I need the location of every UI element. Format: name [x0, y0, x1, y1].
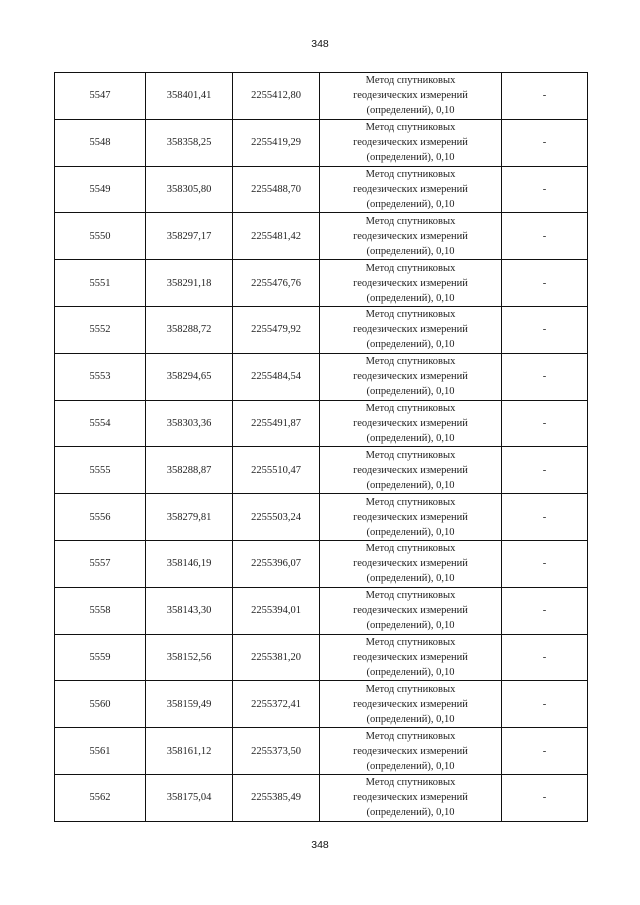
- note-cell: -: [502, 306, 588, 353]
- method-cell: [320, 681, 502, 728]
- table-row: [55, 681, 588, 728]
- note-cell: -: [502, 681, 588, 728]
- method-line: геодезических измерений: [353, 745, 468, 757]
- table-row: [55, 73, 588, 120]
- method-line: (определений), 0,10: [366, 105, 455, 117]
- point-number-cell: 5553: [55, 353, 146, 400]
- table-row: [55, 587, 588, 634]
- method-cell: [320, 260, 502, 307]
- x-coordinate-cell: 358288,87: [146, 447, 233, 494]
- method-line: Метод спутниковых: [365, 122, 456, 134]
- method-line: Метод спутниковых: [365, 402, 456, 414]
- x-coordinate-cell: 358175,04: [146, 774, 233, 821]
- point-number-cell: 5554: [55, 400, 146, 447]
- point-number-cell: 5550: [55, 213, 146, 260]
- method-line: геодезических измерений: [353, 511, 468, 523]
- x-coordinate-cell: 358288,72: [146, 306, 233, 353]
- coordinates-table: [54, 72, 588, 822]
- note-cell: -: [502, 728, 588, 775]
- y-coordinate-cell: 2255412,80: [233, 73, 320, 120]
- x-coordinate-cell: 358159,49: [146, 681, 233, 728]
- point-number-cell: 5557: [55, 540, 146, 587]
- method-cell: [320, 119, 502, 166]
- method-line: геодезических измерений: [353, 183, 468, 195]
- y-coordinate-cell: 2255510,47: [233, 447, 320, 494]
- method-line: (определений), 0,10: [366, 245, 455, 257]
- y-coordinate-cell: 2255491,87: [233, 400, 320, 447]
- x-coordinate-cell: 358303,36: [146, 400, 233, 447]
- table-row: [55, 400, 588, 447]
- y-coordinate-cell: 2255481,42: [233, 213, 320, 260]
- method-cell: [320, 306, 502, 353]
- y-coordinate-cell: 2255373,50: [233, 728, 320, 775]
- method-line: (определений), 0,10: [366, 573, 455, 585]
- method-line: геодезических измерений: [353, 90, 468, 102]
- method-line: (определений), 0,10: [366, 620, 455, 632]
- method-line: (определений), 0,10: [366, 386, 455, 398]
- method-line: (определений), 0,10: [366, 292, 455, 304]
- note-cell: -: [502, 119, 588, 166]
- table-row: [55, 540, 588, 587]
- point-number-cell: 5562: [55, 774, 146, 821]
- method-line: Метод спутниковых: [365, 168, 456, 180]
- note-cell: -: [502, 540, 588, 587]
- page-number-bottom: 348: [311, 839, 329, 851]
- method-line: (определений), 0,10: [366, 526, 455, 538]
- page-number-top: 348: [311, 38, 329, 50]
- table-row: [55, 353, 588, 400]
- method-line: (определений), 0,10: [366, 432, 455, 444]
- method-line: Метод спутниковых: [365, 777, 456, 789]
- y-coordinate-cell: 2255396,07: [233, 540, 320, 587]
- method-cell: [320, 166, 502, 213]
- x-coordinate-cell: 358143,30: [146, 587, 233, 634]
- method-line: геодезических измерений: [353, 605, 468, 617]
- method-cell: [320, 540, 502, 587]
- method-line: геодезических измерений: [353, 137, 468, 149]
- method-cell: [320, 774, 502, 821]
- method-line: (определений), 0,10: [366, 666, 455, 678]
- method-line: (определений), 0,10: [366, 198, 455, 210]
- y-coordinate-cell: 2255372,41: [233, 681, 320, 728]
- y-coordinate-cell: 2255381,20: [233, 634, 320, 681]
- method-line: Метод спутниковых: [365, 75, 456, 87]
- method-line: геодезических измерений: [353, 464, 468, 476]
- method-line: Метод спутниковых: [365, 449, 456, 461]
- method-line: геодезических измерений: [353, 651, 468, 663]
- note-cell: -: [502, 587, 588, 634]
- note-cell: -: [502, 353, 588, 400]
- method-line: геодезических измерений: [353, 417, 468, 429]
- y-coordinate-cell: 2255385,49: [233, 774, 320, 821]
- point-number-cell: 5558: [55, 587, 146, 634]
- note-cell: -: [502, 73, 588, 120]
- method-cell: [320, 73, 502, 120]
- method-cell: [320, 400, 502, 447]
- method-line: (определений), 0,10: [366, 807, 455, 819]
- table-row: [55, 494, 588, 541]
- method-line: геодезических измерений: [353, 371, 468, 383]
- table-row: [55, 166, 588, 213]
- point-number-cell: 5549: [55, 166, 146, 213]
- x-coordinate-cell: 358146,19: [146, 540, 233, 587]
- note-cell: -: [502, 166, 588, 213]
- point-number-cell: 5548: [55, 119, 146, 166]
- table-row: [55, 213, 588, 260]
- table-row: [55, 306, 588, 353]
- method-line: Метод спутниковых: [365, 730, 456, 742]
- method-line: геодезических измерений: [353, 792, 468, 804]
- x-coordinate-cell: 358305,80: [146, 166, 233, 213]
- method-line: Метод спутниковых: [365, 636, 456, 648]
- method-line: геодезических измерений: [353, 698, 468, 710]
- point-number-cell: 5556: [55, 494, 146, 541]
- x-coordinate-cell: 358279,81: [146, 494, 233, 541]
- method-line: Метод спутниковых: [365, 356, 456, 368]
- point-number-cell: 5552: [55, 306, 146, 353]
- point-number-cell: 5561: [55, 728, 146, 775]
- method-line: геодезических измерений: [353, 230, 468, 242]
- point-number-cell: 5559: [55, 634, 146, 681]
- note-cell: -: [502, 400, 588, 447]
- y-coordinate-cell: 2255479,92: [233, 306, 320, 353]
- method-line: геодезических измерений: [353, 277, 468, 289]
- point-number-cell: 5555: [55, 447, 146, 494]
- y-coordinate-cell: 2255488,70: [233, 166, 320, 213]
- note-cell: -: [502, 634, 588, 681]
- method-line: (определений), 0,10: [366, 152, 455, 164]
- method-line: геодезических измерений: [353, 324, 468, 336]
- note-cell: -: [502, 774, 588, 821]
- table-row: [55, 447, 588, 494]
- x-coordinate-cell: 358161,12: [146, 728, 233, 775]
- method-line: Метод спутниковых: [365, 683, 456, 695]
- method-cell: [320, 353, 502, 400]
- x-coordinate-cell: 358297,17: [146, 213, 233, 260]
- table-row: [55, 774, 588, 821]
- method-cell: [320, 213, 502, 260]
- x-coordinate-cell: 358294,65: [146, 353, 233, 400]
- point-number-cell: 5560: [55, 681, 146, 728]
- note-cell: -: [502, 260, 588, 307]
- method-cell: [320, 447, 502, 494]
- x-coordinate-cell: 358291,18: [146, 260, 233, 307]
- x-coordinate-cell: 358401,41: [146, 73, 233, 120]
- method-line: Метод спутниковых: [365, 215, 456, 227]
- x-coordinate-cell: 358358,25: [146, 119, 233, 166]
- method-line: Метод спутниковых: [365, 496, 456, 508]
- coordinates-table-body: [55, 73, 588, 822]
- note-cell: -: [502, 447, 588, 494]
- table-row: [55, 634, 588, 681]
- point-number-cell: 5551: [55, 260, 146, 307]
- method-line: (определений), 0,10: [366, 339, 455, 351]
- method-cell: [320, 494, 502, 541]
- note-cell: -: [502, 213, 588, 260]
- table-row: [55, 728, 588, 775]
- table-row: [55, 119, 588, 166]
- method-line: Метод спутниковых: [365, 590, 456, 602]
- x-coordinate-cell: 358152,56: [146, 634, 233, 681]
- method-cell: [320, 587, 502, 634]
- method-line: Метод спутниковых: [365, 262, 456, 274]
- y-coordinate-cell: 2255503,24: [233, 494, 320, 541]
- method-line: (определений), 0,10: [366, 760, 455, 772]
- method-line: (определений), 0,10: [366, 713, 455, 725]
- note-cell: -: [502, 494, 588, 541]
- table-row: [55, 260, 588, 307]
- y-coordinate-cell: 2255394,01: [233, 587, 320, 634]
- y-coordinate-cell: 2255419,29: [233, 119, 320, 166]
- y-coordinate-cell: 2255476,76: [233, 260, 320, 307]
- point-number-cell: 5547: [55, 73, 146, 120]
- y-coordinate-cell: 2255484,54: [233, 353, 320, 400]
- method-cell: [320, 634, 502, 681]
- method-line: Метод спутниковых: [365, 543, 456, 555]
- method-cell: [320, 728, 502, 775]
- method-line: Метод спутниковых: [365, 309, 456, 321]
- method-line: (определений), 0,10: [366, 479, 455, 491]
- method-line: геодезических измерений: [353, 558, 468, 570]
